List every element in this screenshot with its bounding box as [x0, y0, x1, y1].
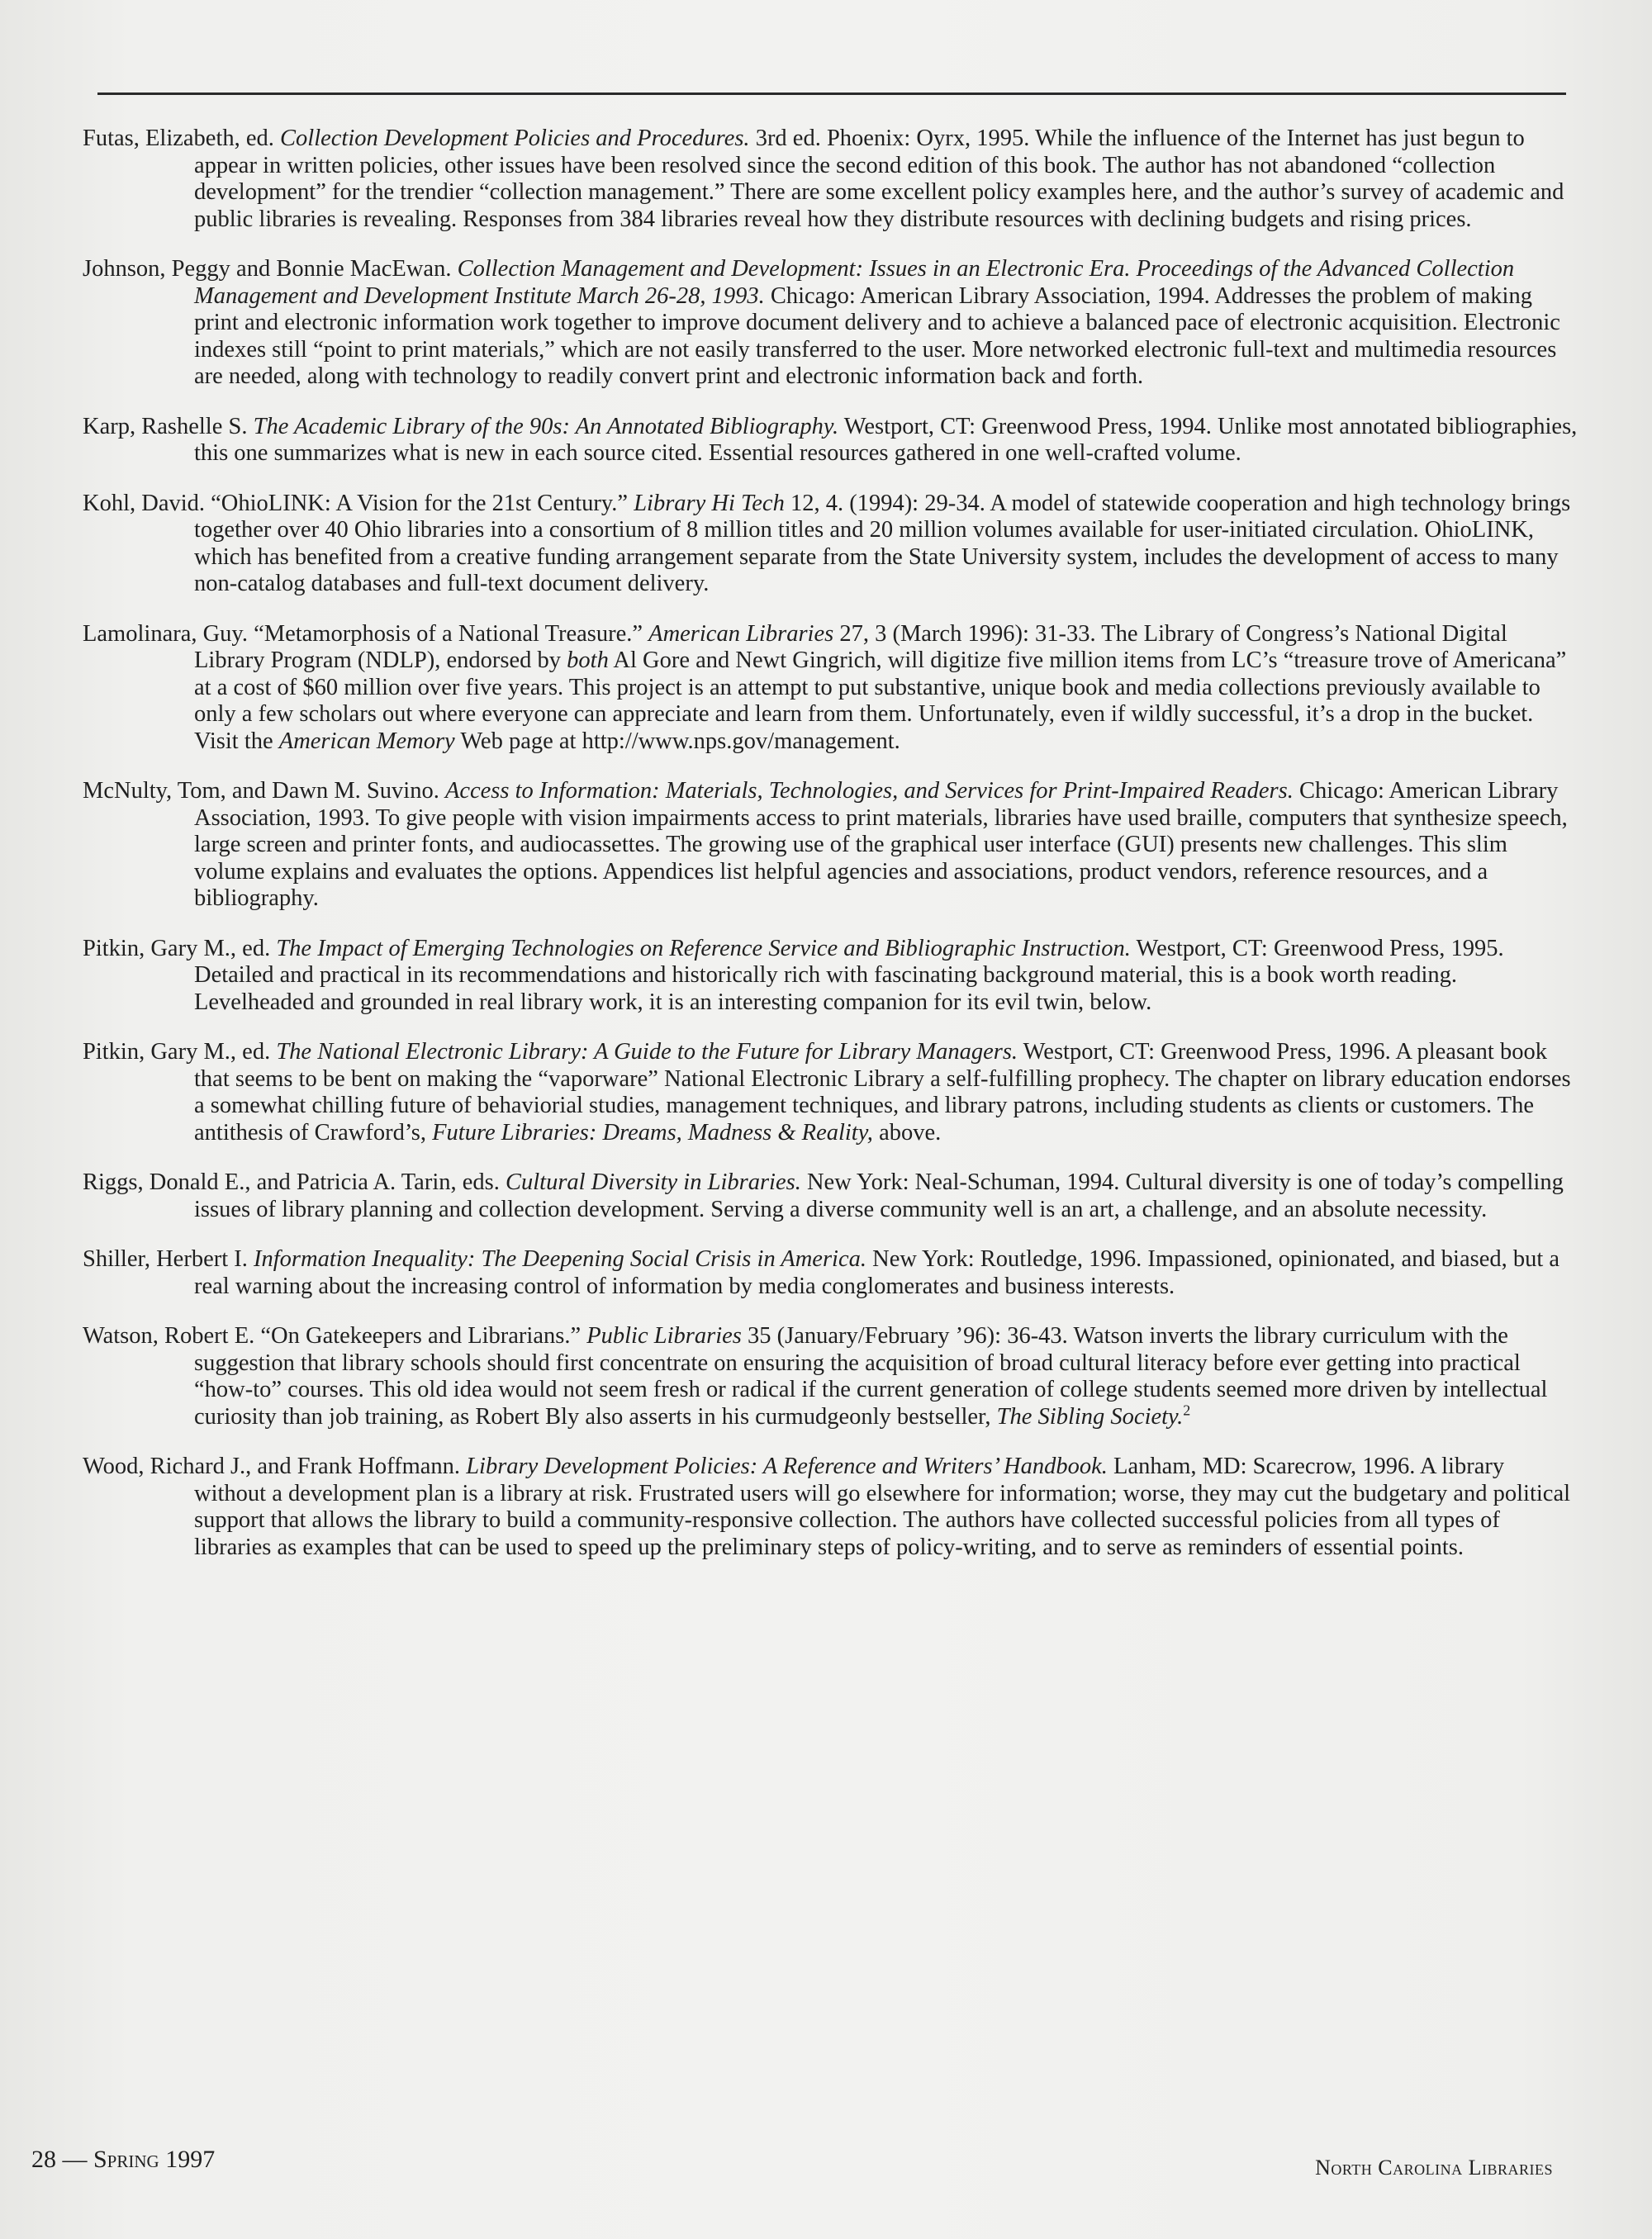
- entry-annotation: A library without a development plan is a library at risk. Frustrated users will go elsewhere for information; worse, they may cut the budgetary and political support that allows the library to build a community-responsive collection. The authors have collected successful policies from all types of libraries as examples that can be used to speed up the preliminary steps of policy-writing, and to serve as reminders of essential points.: [194, 1454, 1571, 1560]
- entry-publication: Lanham, MD: Scarecrow, 1996.: [1113, 1454, 1416, 1479]
- journal-name: North Carolina Libraries: [1315, 2156, 1553, 2180]
- entry-publication: 35 (January/February ’96): 36-43.: [748, 1323, 1068, 1349]
- entry-publication: Westport, CT: Greenwood Press, 1994.: [843, 413, 1212, 439]
- issue-date: Spring 1997: [93, 2146, 216, 2173]
- entry-title: American Libraries: [648, 620, 834, 647]
- bibliography-entry-kohl: [83, 491, 1578, 598]
- entry-title: Collection Development Policies and Procedures.: [280, 126, 750, 151]
- entry-annotation: The Library of Congress’s National Digital Library Program (NDLP), endorsed by: [194, 620, 1507, 673]
- entry-author: McNulty, Tom, and Dawn M. Suvino.: [83, 778, 439, 804]
- entry-author: Kohl, David. “OhioLINK: A Vision for the 21st Century.”: [83, 490, 629, 516]
- entry-annotation: Impassioned, opinionated, and biased, but a real warning about the increasing control of information by media conglomerates and business interests.: [194, 1246, 1560, 1299]
- entry-title: Library Development Policies: A Reference and Writers’ Handbook.: [466, 1454, 1108, 1479]
- entry-author: Futas, Elizabeth, ed.: [83, 126, 274, 151]
- entry-annotation: above.: [879, 1119, 942, 1146]
- footnote-marker: 2: [1183, 1402, 1191, 1418]
- entry-title: Information Inequality: The Deepening Social Crisis in America.: [254, 1246, 866, 1272]
- top-rule: [97, 93, 1566, 95]
- bibliography-entry-johnson: [83, 256, 1578, 391]
- page-number: 28: [31, 2146, 56, 2173]
- bibliography-entry-futas: [83, 126, 1578, 233]
- entry-title: The Academic Library of the 90s: An Annotated Bibliography.: [253, 413, 839, 439]
- entry-annotation: Detailed and practical in its recommendations and historically rich with fascinating background material, this is a book worth reading. Levelheaded and grounded in real library work, it is an interesting companion for its evil twin, below.: [194, 962, 1458, 1015]
- bibliography-entry-shiller: [83, 1246, 1578, 1300]
- entry-publication: Westport, CT: Greenwood Press, 1996.: [1023, 1039, 1391, 1065]
- entry-author: Watson, Robert E. “On Gatekeepers and Librarians.”: [83, 1323, 582, 1349]
- entry-title: Cultural Diversity in Libraries.: [505, 1169, 801, 1195]
- bibliography-list: [83, 126, 1578, 1584]
- entry-annotation: To give people with vision impairments access to print materials, libraries have used braille, computers that synthesize speech, large screen and printer fonts, and audiocassettes. The growing use of the graphical user interface (GUI) presents new challenges. This slim volume explains and evaluates the options. Appendices list helpful agencies and associations, product vendors, reference resources, and a bibliography.: [194, 804, 1568, 911]
- entry-author: Johnson, Peggy and Bonnie MacEwan.: [83, 256, 452, 282]
- entry-author: Shiller, Herbert I.: [83, 1246, 248, 1272]
- entry-annotation: Web page at http://www.nps.gov/management.: [460, 728, 900, 754]
- entry-annotation: A model of statewide cooperation and high technology brings together over 40 Ohio libraries into a consortium of 8 million titles and 20 million volumes available for user-initiated circulation. OhioLINK, which has benefited from a creative funding arrangement separate from the State University system, includes the development of access to many non-catalog databases and full-text document delivery.: [194, 490, 1571, 596]
- entry-title: The National Electronic Library: A Guide to the Future for Library Managers.: [276, 1039, 1018, 1065]
- entry-annotation: Unlike most annotated bibliographies, this one summarizes what is new in each source cited. Essential resources gathered in one well-crafted volume.: [194, 413, 1578, 466]
- entry-publication: 3rd ed. Phoenix: Oyrx, 1995.: [755, 126, 1030, 151]
- entry-publication: New York: Neal-Schuman, 1994.: [806, 1169, 1120, 1195]
- entry-annotation-emphasis: both: [567, 648, 609, 673]
- entry-annotation-emphasis: American Memory: [278, 728, 455, 754]
- bibliography-entry-lamolinara: [83, 621, 1578, 756]
- entry-title: Collection Management and Development: Issues in an Electronic Era. Proceedings of the Advanced Collection Management and Development Institute March 26-28, 1993.: [194, 256, 1515, 309]
- footer-separator: —: [62, 2146, 88, 2173]
- bibliography-entry-watson: [83, 1323, 1578, 1430]
- entry-author: Pitkin, Gary M., ed.: [83, 935, 271, 961]
- bibliography-entry-wood: [83, 1454, 1578, 1561]
- entry-title: Access to Information: Materials, Technologies, and Services for Print-Impaired Readers.: [444, 778, 1294, 804]
- entry-annotation: Addresses the problem of making print and electronic information work together to improve document delivery and to achieve a balanced pace of electronic acquisition. Electronic indexes still “point to print materials,” which are not easily transferred to the user. More networked electronic full-text and multimedia resources are needed, along with technology to readily convert print and electronic information back and forth.: [194, 282, 1560, 389]
- entry-author: Lamolinara, Guy. “Metamorphosis of a National Treasure.”: [83, 620, 643, 647]
- entry-author: Wood, Richard J., and Frank Hoffmann.: [83, 1454, 461, 1479]
- entry-title: Public Libraries: [586, 1323, 742, 1349]
- entry-publication: 12, 4. (1994): 29-34.: [790, 490, 985, 516]
- entry-annotation: Cultural diversity is one of today’s compelling issues of library planning and collection development. Serving a diverse community well is an art, a challenge, and an absolute necessity.: [194, 1169, 1564, 1222]
- entry-publication: Chicago: American Library Association, 1994.: [770, 282, 1210, 309]
- entry-author: Pitkin, Gary M., ed.: [83, 1039, 271, 1065]
- bibliography-entry-pitkin-national: [83, 1039, 1578, 1146]
- entry-annotation-emphasis: Future Libraries: Dreams, Madness & Reality,: [432, 1119, 873, 1146]
- entry-annotation: Watson inverts the library curriculum with the suggestion that library schools should first concentrate on ensuring the acquisition of broad cultural literacy before ever getting into practical “how-to” courses. This old idea would not seem fresh or radical if the current generation of college students seemed more driven by intellectual curiosity than job training, as Robert Bly also asserts in his curmudgeonly bestseller,: [194, 1323, 1548, 1430]
- bibliography-entry-pitkin-impact: [83, 936, 1578, 1017]
- entry-publication: 27, 3 (March 1996): 31-33.: [839, 620, 1096, 647]
- entry-author: Riggs, Donald E., and Patricia A. Tarin, eds.: [83, 1169, 500, 1195]
- page-footer-left: [31, 2146, 215, 2174]
- entry-annotation: While the influence of the Internet has just begun to appear in written policies, other issues have been resolved since the second edition of this book. The author has not abandoned “collection development” for the trendier “collection management.” There are some excellent policy examples here, and the author’s survey of academic and public libraries is revealing. Responses from 384 libraries reveal how they distribute resources with declining budgets and rising prices.: [194, 126, 1564, 232]
- entry-annotation: A pleasant book that seems to be bent on making the “vaporware” National Electronic Library a self-fulfilling prophecy. The chapter on library education endorses a somewhat chilling future of behaviorial studies, management techniques, and library patrons, including students as clients or customers. The antithesis of Crawford’s,: [194, 1039, 1571, 1146]
- entry-publication: New York: Routledge, 1996.: [872, 1246, 1142, 1272]
- entry-publication: Westport, CT: Greenwood Press, 1995.: [1136, 935, 1504, 961]
- entry-annotation-emphasis: The Sibling Society.: [996, 1403, 1184, 1430]
- entry-annotation: Al Gore and Newt Gingrich, will digitize five million items from LC’s “treasure trove of Americana” at a cost of $60 million over five years. This project is an attempt to put substantive, unique book and media collections previously available to only a few scholars out where everyone can appreciate and learn from them. Unfortunately, even if wildly successful, it’s a drop in the bucket. Visit the: [194, 648, 1567, 754]
- entry-title: The Impact of Emerging Technologies on Reference Service and Bibliographic Instruction.: [276, 935, 1131, 961]
- entry-author: Karp, Rashelle S.: [83, 413, 248, 439]
- bibliography-entry-mcnulty: [83, 778, 1578, 913]
- entry-publication: Chicago: American Library Association, 1993.: [194, 778, 1559, 831]
- bibliography-entry-karp: [83, 414, 1578, 467]
- bibliography-entry-riggs: [83, 1169, 1578, 1223]
- entry-title: Library Hi Tech: [634, 490, 785, 516]
